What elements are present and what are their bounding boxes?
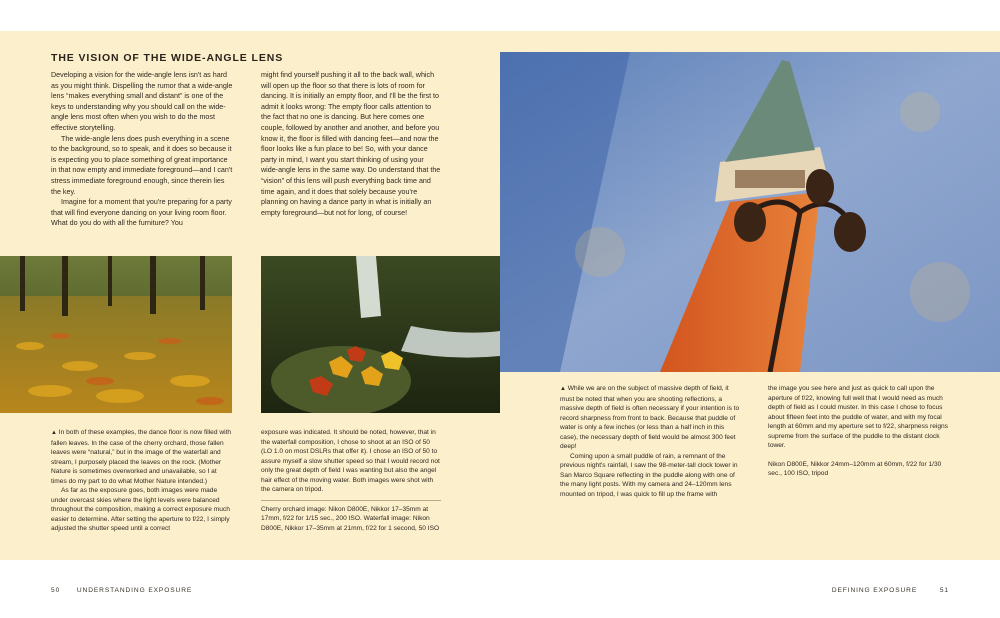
waterfall-photo (261, 256, 500, 413)
page-number: 50 (51, 587, 61, 594)
caption-paragraph: Coming upon a small puddle of rain, a remnant of the previous night's rainfall, I saw the 98-meter-tall clock tower in San Marco Square reflecting in the puddle along with one of the many light posts. With my camera and 24–120mm lens mounted on tripod, I was quick to fill up the frame with (560, 452, 738, 499)
body-column-2 (261, 70, 441, 218)
running-title: UNDERSTANDING EXPOSURE (76, 587, 193, 594)
body-column-1 (51, 70, 233, 229)
folio-left (51, 587, 192, 594)
caption-paragraph: In both of these examples, the dance floor is now filled with fallen leaves. In the case of the cherry orchard, those fallen leaves were “natural,” but in the image of the waterfall and stream, I purposely placed the leaves on the rock. (Mother Nature is sometimes overworked and unavailable, so I at times do my part to do what Mother Nature intended.) (51, 429, 232, 485)
photo-credit: Cherry orchard image: Nikon D800E, Nikkor 17–35mm at 17mm, f/22 for 1/15 sec., 200 ISO. Waterfall image: Nikon D800E, Nikkor 17–35mm at 21mm, f/22 for 1 second, 50 ISO (261, 500, 441, 534)
caption-paragraph: While we are on the subject of massive depth of field, it must be noted that when you are shooting reflections, a massive depth of field is often necessary if your intention is to record sharpness from front to back. Because that puddle of water is only a few inches (or less than a half inch in this case), the necessary depth of field would be almost 300 feet deep! (560, 385, 740, 451)
section-heading: THE VISION OF THE WIDE-ANGLE LENS (51, 52, 284, 64)
paragraph: Developing a vision for the wide-angle lens isn't as hard as you might think. Dispelling the rumor that a wide-angle lens “makes everything small and distant” is one of the keys to understanding why you should call on the wide-angle lens most often when you wish to do the most effective storytelling. (51, 71, 233, 132)
caption-right-1 (560, 384, 742, 500)
caption-paragraph: the image you see here and just as quick to call upon the aperture of f/22, knowing full well that I would need as much depth of field as I could muster. In this case I chose to focus about fifteen feet into the puddle of water, and with my focal length at 60mm and my aperture set to f/22, sharpness reigns supreme from the surface of the puddle to the distant clock tower. (768, 385, 948, 450)
running-title: DEFINING EXPOSURE (831, 587, 918, 594)
caption-paragraph: exposure was indicated. It should be noted, however, that in the waterfall composition, I chose to shoot at an ISO of 50 (LO 1.0 on most DSLRs that offer it). I chose an ISO of 50 to assure myself a slow shutter speed so that I would record not only the great depth of field I was wanting but also the angel hair effect of the moving water. Both images were shot with the camera on tripod. (261, 429, 440, 494)
paragraph: Imagine for a moment that you're preparing for a party that will find everyone dancing on your living room floor. What do you do with all the furniture? You (51, 198, 232, 228)
triangle-up-icon: ▲ (51, 430, 57, 436)
clock-tower-reflection-photo (500, 52, 1000, 372)
triangle-up-icon: ▲ (560, 386, 566, 392)
cherry-orchard-photo (0, 256, 232, 413)
paragraph: The wide-angle lens does push everything in a scene to the background, so to speak, and it does so because it is expecting you to place something of great importance in that now empty and immediate foreground—and I can't stress immediate foreground enough, since therein lies the key. (51, 134, 233, 196)
page-number: 51 (939, 587, 949, 594)
caption-right-2 (768, 384, 950, 479)
paragraph: might find yourself pushing it all to the back wall, which will open up the floor so that there is lots of room for dancing. It is initially an empty floor, and I'll be the first to admit it looks wrong: The empty floor calls attention to the fact that no one is dancing. But here comes one couple, followed by another and another, and before you know it, the floor is filled with dancing feet—and now the floor looks like a fun place to be! So, with your dance party in mind, I want you start thinking of using your wide-angle lens in the same way. Do understand that the “vision” of this lens will push everything back time and time again, and it does that solely because you're planning on having a dance party in what is initially an empty foreground—but not for long, of course! (261, 71, 441, 217)
caption-paragraph: As far as the exposure goes, both images were made under overcast skies where the light levels were balanced throughout the composition, making a correct exposure much easier to determine. After setting the aperture to f/22, I simply adjusted the shutter speed until a correct (51, 487, 230, 533)
caption-left (51, 428, 233, 534)
photo-credit: Nikon D800E, Nikkor 24mm–120mm at 60mm, f/22 for 1/30 sec., 100 ISO, tripod (768, 460, 942, 478)
caption-middle (261, 428, 441, 533)
folio-right (832, 587, 949, 594)
